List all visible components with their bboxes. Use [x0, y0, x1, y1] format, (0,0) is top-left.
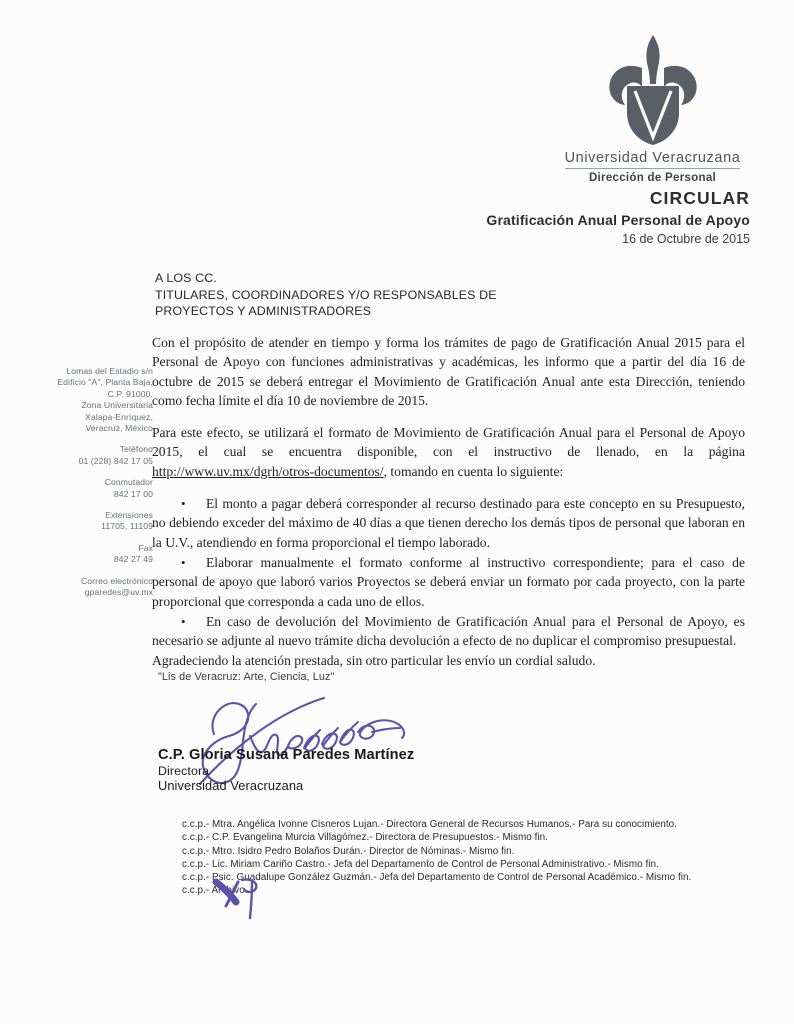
address-line-4: Zona Universitaria [81, 400, 153, 411]
fax-value: 842 27 49 [113, 554, 153, 565]
address-line-2: Edificio "A", Planta Baja, [57, 377, 153, 388]
bullet-text-2: • Elaborar manualmente el formato conforme al instructivo correspondiente; para el caso de personal de apoyo que laboró varios Proyectos se deberá enviar un formato por cada proyecto, con la parte proporcional que corresponda a cada uno de ellos. [152, 554, 745, 609]
letter-body [152, 333, 745, 684]
body-paragraph-2 [152, 423, 745, 481]
contact-sidebar [40, 366, 153, 599]
extensiones-value: 11705, 11109 [101, 521, 153, 532]
conmutador-value: 842 17 00 [113, 488, 153, 499]
bullet-text-1: • El monto a pagar deberá corresponder al recurso destinado para este concepto en su Presupuesto, no debiendo exceder del máximo de 40 días a que tienen derecho los demás tipos de personal que laboran en la U.V., atendiendo en forma proporcional el tiempo laborado. [152, 496, 745, 550]
body-closing-paragraph: Agradeciendo la atención prestada, sin otro particular les envío un cordial saludo. [152, 653, 596, 669]
fax-label: Fax [138, 542, 153, 553]
correo-value: gparedes@uv.mx [84, 587, 153, 598]
letterhead-logo-block [545, 34, 760, 184]
list-item: c.c.p.- Psic. Guadalupe González Guzmán.- Jefa del Departamento de Control de Personal Académico.- Mismo fin. [182, 872, 692, 884]
address-line-3: C.P. 91000, [107, 388, 153, 399]
signer-organization: Universidad Veracruzana [158, 778, 304, 793]
signer-role: Directora [158, 764, 210, 778]
institutional-motto: "Lis de Veracruz: Arte, Ciencia, Luz" [158, 671, 335, 683]
document-subtitle: Gratificación Anual Personal de Apoyo [486, 212, 750, 228]
address-line-6: Veracruz, México [85, 423, 153, 434]
wordmark-department: Dirección de Personal [588, 172, 717, 184]
list-item: c.c.p.- Archivo. [182, 885, 248, 897]
list-item [152, 612, 745, 651]
list-item [152, 494, 745, 552]
extensiones-label: Extensiones [105, 510, 153, 521]
fax-group [40, 543, 153, 566]
telefono-value: 01 (228) 842 17 05 [78, 455, 153, 466]
bullet-text-3: • En caso de devolución del Movimiento de Gratificación Anual para el Personal de Apoyo, es necesario se adjunte al nuevo trámite dicha devolución a efecto de no duplicar el compromiso presupuestal. [152, 613, 745, 649]
paragraph-2-tail: , tomando en cuenta lo siguiente: [383, 463, 564, 479]
extensiones-group [40, 510, 153, 533]
list-item [152, 553, 745, 611]
correo-label: Correo electrónico [80, 575, 153, 586]
addressee-line-1: A LOS CC. [155, 271, 217, 285]
wordmark-university: Universidad Veracruzana [565, 150, 741, 169]
list-item: c.c.p.- Mtra. Angélica Ivonne Cisneros Lujan.- Directora General de Recursos Humanos.- Para su conocimiento. [182, 819, 677, 830]
fleur-de-lis-v-shield-icon [598, 34, 708, 146]
conmutador-group [40, 477, 153, 500]
address-group [40, 366, 153, 434]
correo-group [40, 576, 153, 599]
addressee-block [155, 270, 497, 320]
instructivo-link[interactable]: http://www.uv.mx/dgrh/otros-documentos/ [152, 463, 384, 479]
telefono-group [40, 444, 153, 467]
conmutador-label: Conmutador [104, 477, 153, 488]
paragraph-2-lead: Para este efecto, se utilizará el formato de Movimiento de Gratificación Anual para el Personal de Apoyo 2015, el cual se encuentra disponible, con el instructivo de llenado, en la página [152, 425, 745, 460]
document-title: CIRCULAR [649, 188, 750, 208]
list-item: c.c.p.- C.P. Evangelina Murcia Villagómez.- Directora de Presupuestos.- Mismo fin. [182, 832, 548, 844]
addressee-line-2: TITULARES, COORDINADORES Y/O RESPONSABLES DE [155, 287, 497, 302]
list-item: c.c.p.- Mtro. Isidro Pedro Bolaños Durán.- Director de Nóminas.- Mismo fin. [182, 845, 515, 857]
list-item: c.c.p.- Lic. Miriam Cariño Castro.- Jefa del Departamento de Control de Personal Administrativo.- Mismo fin. [182, 858, 659, 870]
address-line-5: Xalapa-Enríquez, [84, 411, 153, 422]
document-date: 16 de Octubre de 2015 [622, 232, 750, 246]
addressee-line-3: PROYECTOS Y ADMINISTRADORES [155, 304, 372, 318]
archive-initial-mark [212, 876, 272, 922]
telefono-label: Teléfono [119, 444, 153, 455]
address-line-1: Lomas del Estadio s/n [66, 366, 153, 376]
signature-name-block [158, 747, 414, 793]
body-paragraph-1: Con el propósito de atender en tiempo y forma los trámites de pago de Gratificación Anual 2015 para el Personal de Apoyo con funciones administrativas y académicas, les informo que a partir del día 16 de octubre de 2015 se deberá entregar el Movimiento de Gratificación Anual ante esta Dirección, teniendo como fecha límite el día 10 de noviembre de 2015. [152, 335, 745, 408]
requirements-list [152, 494, 745, 650]
signer-name: C.P. Gloria Susana Paredes Martínez [158, 747, 415, 763]
title-block [360, 188, 750, 246]
